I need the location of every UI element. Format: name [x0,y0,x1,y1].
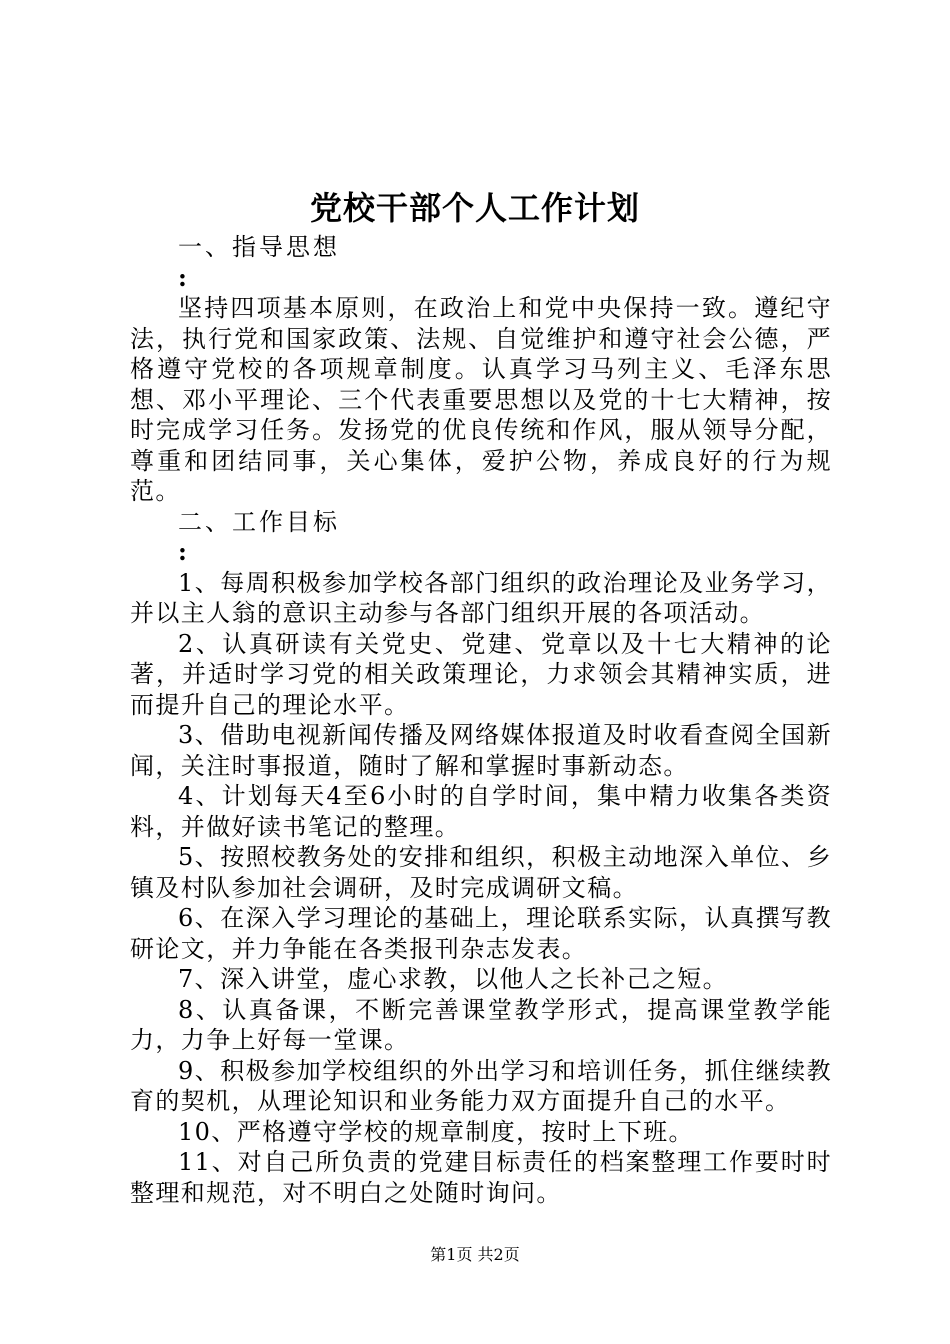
paragraph: 坚持四项基本原则，在政治上和党中央保持一致。遵纪守法，执行党和国家政策、法规、自觉维护和遵守社会公德，严格遵守党校的各项规章制度。认真学习马列主义、毛泽东思想、邓小平理论、三个代表重要思想以及党的十七大精神，按时完成学习任务。发扬党的优良传统和作风，服从领导分配，尊重和团结同事，关心集体，爱护公物，养成良好的行为规范。 [130,294,832,505]
goal-item: 7、深入讲堂，虚心求教，以他人之长补己之短。 [178,965,729,993]
section-heading-work-goals: 二、工作目标 [178,507,340,536]
goal-item: 9、积极参加学校组织的外出学习和培训任务，抓住继续教育的契机，从理论知识和业务能力双方面提升自己的水平。 [130,1056,832,1115]
goal-item: 6、在深入学习理论的基础上，理论联系实际，认真撰写教研论文，并力争能在各类报刊杂志发表。 [130,904,832,963]
goal-item: 3、借助电视新闻传播及网络媒体报道及时收看查阅全国新闻，关注时事报道，随时了解和掌握时事新动态。 [130,721,832,780]
goal-item: 2、认真研读有关党史、党建、党章以及十七大精神的论著，并适时学习党的相关政策理论，力求领会其精神实质，进而提升自己的理论水平。 [130,629,832,719]
goal-item: 11、对自己所负责的党建目标责任的档案整理工作要时时整理和规范，对不明白之处随时询问。 [130,1148,832,1207]
goal-item: 8、认真备课，不断完善课堂教学形式，提高课堂教学能力，力争上好每一堂课。 [130,995,832,1054]
goal-item: 4、计划每天4至6小时的自学时间，集中精力收集各类资料，并做好读书笔记的整理。 [130,782,832,841]
section-heading-guiding-thought: 一、指导思想 [178,233,340,261]
document-title: 党校干部个人工作计划 [309,189,640,227]
section-colon: : [178,262,189,292]
section-colon: : [178,537,189,566]
goal-item: 1、每周积极参加学校各部门组织的政治理论及业务学习，并以主人翁的意识主动参与各部门组织开展的各项活动。 [130,568,832,627]
page-footer: 第1页 共2页 [430,1245,520,1264]
goal-item: 10、严格遵守学校的规章制度，按时上下班。 [178,1117,694,1146]
document-body [130,232,832,1208]
goal-item: 5、按照校教务处的安排和组织，积极主动地深入单位、乡镇及村队参加社会调研，及时完成调研文稿。 [130,843,832,902]
